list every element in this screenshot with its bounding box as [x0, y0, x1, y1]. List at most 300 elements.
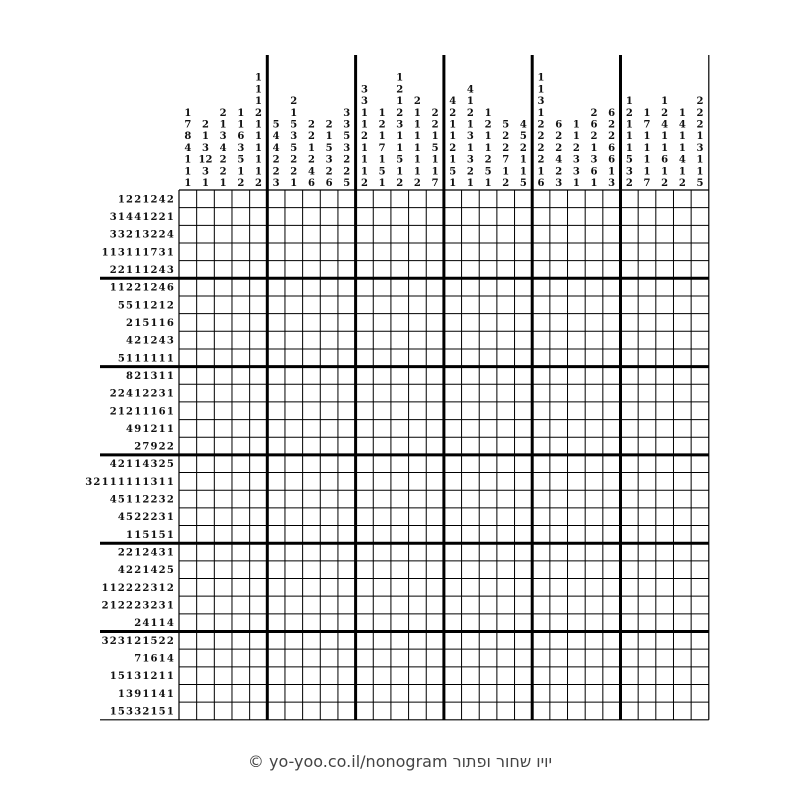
grid-cell[interactable] [426, 225, 444, 243]
grid-cell[interactable] [426, 473, 444, 491]
grid-cell[interactable] [356, 314, 374, 332]
grid-cell[interactable] [603, 632, 621, 650]
grid-cell[interactable] [532, 526, 550, 544]
grid-cell[interactable] [214, 649, 232, 667]
grid-cell[interactable] [497, 367, 515, 385]
grid-cell[interactable] [214, 190, 232, 208]
grid-cell[interactable] [638, 402, 656, 420]
grid-cell[interactable] [691, 508, 709, 526]
grid-cell[interactable] [250, 278, 268, 296]
grid-cell[interactable] [515, 508, 533, 526]
grid-cell[interactable] [356, 684, 374, 702]
grid-cell[interactable] [356, 420, 374, 438]
grid-cell[interactable] [214, 225, 232, 243]
grid-cell[interactable] [585, 278, 603, 296]
grid-cell[interactable] [673, 632, 691, 650]
grid-cell[interactable] [673, 278, 691, 296]
grid-cell[interactable] [550, 508, 568, 526]
grid-cell[interactable] [267, 261, 285, 279]
grid-cell[interactable] [232, 667, 250, 685]
grid-cell[interactable] [656, 455, 674, 473]
grid-cell[interactable] [391, 420, 409, 438]
grid-cell[interactable] [515, 208, 533, 226]
grid-cell[interactable] [585, 508, 603, 526]
grid-cell[interactable] [356, 614, 374, 632]
grid-cell[interactable] [638, 367, 656, 385]
grid-cell[interactable] [232, 243, 250, 261]
grid-cell[interactable] [621, 649, 639, 667]
grid-cell[interactable] [603, 473, 621, 491]
grid-cell[interactable] [550, 702, 568, 720]
grid-cell[interactable] [303, 190, 321, 208]
grid-cell[interactable] [638, 225, 656, 243]
grid-cell[interactable] [656, 508, 674, 526]
grid-cell[interactable] [621, 508, 639, 526]
grid-cell[interactable] [462, 561, 480, 579]
grid-cell[interactable] [391, 632, 409, 650]
grid-cell[interactable] [250, 473, 268, 491]
grid-cell[interactable] [444, 296, 462, 314]
grid-cell[interactable] [232, 384, 250, 402]
grid-cell[interactable] [356, 561, 374, 579]
grid-cell[interactable] [373, 543, 391, 561]
grid-cell[interactable] [532, 490, 550, 508]
grid-cell[interactable] [391, 331, 409, 349]
grid-cell[interactable] [479, 420, 497, 438]
grid-cell[interactable] [585, 296, 603, 314]
grid-cell[interactable] [479, 208, 497, 226]
grid-cell[interactable] [497, 632, 515, 650]
grid-cell[interactable] [656, 614, 674, 632]
grid-cell[interactable] [426, 314, 444, 332]
grid-cell[interactable] [550, 632, 568, 650]
grid-cell[interactable] [515, 402, 533, 420]
grid-cell[interactable] [285, 278, 303, 296]
grid-cell[interactable] [267, 384, 285, 402]
grid-cell[interactable] [568, 667, 586, 685]
grid-cell[interactable] [391, 614, 409, 632]
grid-cell[interactable] [532, 367, 550, 385]
grid-cell[interactable] [497, 349, 515, 367]
grid-cell[interactable] [303, 526, 321, 544]
grid-cell[interactable] [214, 437, 232, 455]
grid-cell[interactable] [214, 243, 232, 261]
grid-cell[interactable] [356, 473, 374, 491]
grid-cell[interactable] [267, 702, 285, 720]
grid-cell[interactable] [462, 208, 480, 226]
grid-cell[interactable] [621, 384, 639, 402]
grid-cell[interactable] [479, 225, 497, 243]
grid-cell[interactable] [409, 473, 427, 491]
grid-cell[interactable] [179, 526, 197, 544]
grid-cell[interactable] [409, 596, 427, 614]
grid-cell[interactable] [197, 384, 215, 402]
grid-cell[interactable] [409, 543, 427, 561]
grid-cell[interactable] [515, 473, 533, 491]
grid-cell[interactable] [373, 702, 391, 720]
grid-cell[interactable] [373, 437, 391, 455]
grid-cell[interactable] [497, 225, 515, 243]
grid-cell[interactable] [479, 579, 497, 597]
grid-cell[interactable] [515, 649, 533, 667]
grid-cell[interactable] [232, 649, 250, 667]
grid-cell[interactable] [656, 384, 674, 402]
grid-cell[interactable] [585, 331, 603, 349]
grid-cell[interactable] [338, 314, 356, 332]
grid-cell[interactable] [462, 420, 480, 438]
grid-cell[interactable] [691, 437, 709, 455]
grid-cell[interactable] [179, 455, 197, 473]
grid-cell[interactable] [285, 526, 303, 544]
grid-cell[interactable] [673, 526, 691, 544]
grid-cell[interactable] [673, 702, 691, 720]
grid-cell[interactable] [232, 473, 250, 491]
grid-cell[interactable] [550, 296, 568, 314]
grid-cell[interactable] [320, 367, 338, 385]
grid-cell[interactable] [585, 190, 603, 208]
grid-cell[interactable] [497, 667, 515, 685]
grid-cell[interactable] [232, 261, 250, 279]
grid-cell[interactable] [673, 296, 691, 314]
grid-cell[interactable] [532, 402, 550, 420]
grid-cell[interactable] [214, 614, 232, 632]
grid-cell[interactable] [214, 561, 232, 579]
grid-cell[interactable] [462, 649, 480, 667]
grid-cell[interactable] [320, 508, 338, 526]
grid-cell[interactable] [197, 473, 215, 491]
grid-cell[interactable] [691, 684, 709, 702]
grid-cell[interactable] [197, 367, 215, 385]
grid-cell[interactable] [656, 543, 674, 561]
grid-cell[interactable] [214, 331, 232, 349]
grid-cell[interactable] [179, 490, 197, 508]
grid-cell[interactable] [603, 208, 621, 226]
grid-cell[interactable] [356, 526, 374, 544]
grid-cell[interactable] [462, 367, 480, 385]
grid-cell[interactable] [197, 614, 215, 632]
grid-cell[interactable] [638, 579, 656, 597]
grid-cell[interactable] [515, 314, 533, 332]
grid-cell[interactable] [356, 596, 374, 614]
grid-cell[interactable] [603, 702, 621, 720]
grid-cell[interactable] [585, 208, 603, 226]
grid-cell[interactable] [656, 437, 674, 455]
grid-cell[interactable] [267, 296, 285, 314]
grid-cell[interactable] [409, 349, 427, 367]
grid-cell[interactable] [568, 208, 586, 226]
grid-cell[interactable] [426, 561, 444, 579]
grid-cell[interactable] [532, 632, 550, 650]
grid-cell[interactable] [497, 649, 515, 667]
grid-cell[interactable] [250, 243, 268, 261]
grid-cell[interactable] [691, 314, 709, 332]
grid-cell[interactable] [179, 349, 197, 367]
grid-cell[interactable] [585, 596, 603, 614]
grid-cell[interactable] [479, 278, 497, 296]
grid-cell[interactable] [373, 190, 391, 208]
grid-cell[interactable] [197, 684, 215, 702]
grid-cell[interactable] [197, 349, 215, 367]
grid-cell[interactable] [673, 314, 691, 332]
grid-cell[interactable] [285, 649, 303, 667]
grid-cell[interactable] [197, 296, 215, 314]
grid-cell[interactable] [462, 614, 480, 632]
grid-cell[interactable] [426, 296, 444, 314]
grid-cell[interactable] [550, 437, 568, 455]
grid-cell[interactable] [444, 243, 462, 261]
grid-cell[interactable] [197, 208, 215, 226]
grid-cell[interactable] [320, 296, 338, 314]
grid-cell[interactable] [444, 331, 462, 349]
grid-cell[interactable] [656, 296, 674, 314]
grid-cell[interactable] [267, 437, 285, 455]
grid-cell[interactable] [550, 208, 568, 226]
grid-cell[interactable] [373, 243, 391, 261]
grid-cell[interactable] [550, 349, 568, 367]
grid-cell[interactable] [532, 473, 550, 491]
grid-cell[interactable] [444, 632, 462, 650]
grid-cell[interactable] [303, 296, 321, 314]
grid-cell[interactable] [373, 402, 391, 420]
grid-cell[interactable] [638, 243, 656, 261]
grid-cell[interactable] [673, 596, 691, 614]
grid-cell[interactable] [391, 702, 409, 720]
grid-cell[interactable] [479, 190, 497, 208]
grid-cell[interactable] [479, 331, 497, 349]
grid-cell[interactable] [426, 579, 444, 597]
grid-cell[interactable] [285, 455, 303, 473]
grid-cell[interactable] [515, 243, 533, 261]
grid-cell[interactable] [373, 420, 391, 438]
grid-cell[interactable] [391, 208, 409, 226]
grid-cell[interactable] [232, 278, 250, 296]
grid-cell[interactable] [621, 596, 639, 614]
grid-cell[interactable] [426, 543, 444, 561]
grid-cell[interactable] [479, 473, 497, 491]
grid-cell[interactable] [497, 702, 515, 720]
grid-cell[interactable] [462, 508, 480, 526]
grid-cell[interactable] [550, 367, 568, 385]
grid-cell[interactable] [673, 561, 691, 579]
grid-cell[interactable] [356, 490, 374, 508]
grid-cell[interactable] [356, 402, 374, 420]
grid-cell[interactable] [409, 508, 427, 526]
grid-cell[interactable] [462, 455, 480, 473]
grid-cell[interactable] [444, 278, 462, 296]
grid-cell[interactable] [338, 508, 356, 526]
grid-cell[interactable] [409, 278, 427, 296]
grid-cell[interactable] [409, 314, 427, 332]
grid-cell[interactable] [303, 684, 321, 702]
grid-cell[interactable] [638, 296, 656, 314]
grid-cell[interactable] [621, 420, 639, 438]
grid-cell[interactable] [197, 649, 215, 667]
grid-cell[interactable] [250, 420, 268, 438]
grid-cell[interactable] [250, 614, 268, 632]
grid-cell[interactable] [373, 561, 391, 579]
grid-cell[interactable] [426, 526, 444, 544]
grid-cell[interactable] [338, 596, 356, 614]
grid-cell[interactable] [197, 579, 215, 597]
grid-cell[interactable] [179, 278, 197, 296]
grid-cell[interactable] [621, 243, 639, 261]
grid-cell[interactable] [214, 490, 232, 508]
grid-cell[interactable] [303, 243, 321, 261]
grid-cell[interactable] [356, 349, 374, 367]
grid-cell[interactable] [691, 543, 709, 561]
grid-cell[interactable] [638, 314, 656, 332]
grid-cell[interactable] [356, 367, 374, 385]
grid-cell[interactable] [479, 614, 497, 632]
grid-cell[interactable] [250, 702, 268, 720]
grid-cell[interactable] [673, 667, 691, 685]
grid-cell[interactable] [391, 384, 409, 402]
grid-cell[interactable] [479, 367, 497, 385]
grid-cell[interactable] [568, 490, 586, 508]
grid-cell[interactable] [232, 490, 250, 508]
grid-cell[interactable] [409, 190, 427, 208]
grid-cell[interactable] [373, 367, 391, 385]
grid-cell[interactable] [179, 684, 197, 702]
grid-cell[interactable] [320, 526, 338, 544]
grid-cell[interactable] [426, 649, 444, 667]
grid-cell[interactable] [621, 208, 639, 226]
grid-cell[interactable] [603, 314, 621, 332]
grid-cell[interactable] [214, 278, 232, 296]
grid-cell[interactable] [621, 543, 639, 561]
grid-cell[interactable] [462, 225, 480, 243]
grid-cell[interactable] [532, 420, 550, 438]
grid-cell[interactable] [656, 190, 674, 208]
grid-cell[interactable] [214, 367, 232, 385]
grid-cell[interactable] [197, 526, 215, 544]
grid-cell[interactable] [373, 349, 391, 367]
grid-cell[interactable] [515, 596, 533, 614]
grid-cell[interactable] [391, 349, 409, 367]
grid-cell[interactable] [267, 526, 285, 544]
grid-cell[interactable] [373, 649, 391, 667]
grid-cell[interactable] [426, 278, 444, 296]
grid-cell[interactable] [179, 649, 197, 667]
grid-cell[interactable] [479, 508, 497, 526]
grid-cell[interactable] [179, 208, 197, 226]
grid-cell[interactable] [391, 243, 409, 261]
grid-cell[interactable] [497, 190, 515, 208]
grid-cell[interactable] [656, 473, 674, 491]
grid-cell[interactable] [303, 402, 321, 420]
grid-cell[interactable] [532, 684, 550, 702]
grid-cell[interactable] [373, 473, 391, 491]
grid-cell[interactable] [232, 225, 250, 243]
grid-cell[interactable] [409, 296, 427, 314]
grid-cell[interactable] [479, 261, 497, 279]
grid-cell[interactable] [426, 455, 444, 473]
grid-cell[interactable] [656, 526, 674, 544]
grid-cell[interactable] [426, 490, 444, 508]
grid-cell[interactable] [550, 402, 568, 420]
grid-cell[interactable] [285, 261, 303, 279]
grid-cell[interactable] [462, 490, 480, 508]
grid-cell[interactable] [197, 331, 215, 349]
grid-cell[interactable] [250, 208, 268, 226]
grid-cell[interactable] [532, 278, 550, 296]
grid-cell[interactable] [391, 526, 409, 544]
grid-cell[interactable] [691, 632, 709, 650]
grid-cell[interactable] [691, 649, 709, 667]
grid-cell[interactable] [444, 437, 462, 455]
grid-cell[interactable] [444, 596, 462, 614]
grid-cell[interactable] [479, 702, 497, 720]
grid-cell[interactable] [603, 243, 621, 261]
grid-cell[interactable] [585, 526, 603, 544]
grid-cell[interactable] [391, 579, 409, 597]
grid-cell[interactable] [603, 261, 621, 279]
grid-cell[interactable] [515, 331, 533, 349]
grid-cell[interactable] [356, 455, 374, 473]
grid-cell[interactable] [197, 508, 215, 526]
grid-cell[interactable] [515, 702, 533, 720]
grid-cell[interactable] [462, 349, 480, 367]
grid-cell[interactable] [356, 225, 374, 243]
grid-cell[interactable] [550, 649, 568, 667]
grid-cell[interactable] [462, 543, 480, 561]
grid-cell[interactable] [214, 402, 232, 420]
grid-cell[interactable] [232, 614, 250, 632]
grid-cell[interactable] [550, 561, 568, 579]
grid-cell[interactable] [338, 473, 356, 491]
grid-cell[interactable] [621, 561, 639, 579]
grid-cell[interactable] [338, 190, 356, 208]
grid-cell[interactable] [585, 437, 603, 455]
grid-cell[interactable] [497, 579, 515, 597]
grid-cell[interactable] [532, 349, 550, 367]
grid-cell[interactable] [479, 632, 497, 650]
grid-cell[interactable] [285, 225, 303, 243]
grid-cell[interactable] [532, 455, 550, 473]
grid-cell[interactable] [568, 614, 586, 632]
grid-cell[interactable] [391, 490, 409, 508]
grid-cell[interactable] [568, 402, 586, 420]
grid-cell[interactable] [391, 649, 409, 667]
grid-cell[interactable] [426, 190, 444, 208]
grid-cell[interactable] [320, 473, 338, 491]
grid-cell[interactable] [426, 261, 444, 279]
grid-cell[interactable] [603, 349, 621, 367]
grid-cell[interactable] [656, 420, 674, 438]
grid-cell[interactable] [497, 208, 515, 226]
grid-cell[interactable] [179, 296, 197, 314]
grid-cell[interactable] [338, 543, 356, 561]
grid-cell[interactable] [550, 225, 568, 243]
grid-cell[interactable] [603, 331, 621, 349]
grid-cell[interactable] [303, 420, 321, 438]
grid-cell[interactable] [568, 420, 586, 438]
grid-cell[interactable] [550, 596, 568, 614]
grid-cell[interactable] [497, 684, 515, 702]
grid-cell[interactable] [656, 367, 674, 385]
grid-cell[interactable] [426, 367, 444, 385]
grid-cell[interactable] [550, 490, 568, 508]
grid-cell[interactable] [603, 684, 621, 702]
grid-cell[interactable] [250, 579, 268, 597]
grid-cell[interactable] [320, 543, 338, 561]
grid-cell[interactable] [568, 243, 586, 261]
grid-cell[interactable] [303, 314, 321, 332]
grid-cell[interactable] [497, 596, 515, 614]
grid-cell[interactable] [603, 526, 621, 544]
grid-cell[interactable] [214, 473, 232, 491]
grid-cell[interactable] [338, 526, 356, 544]
